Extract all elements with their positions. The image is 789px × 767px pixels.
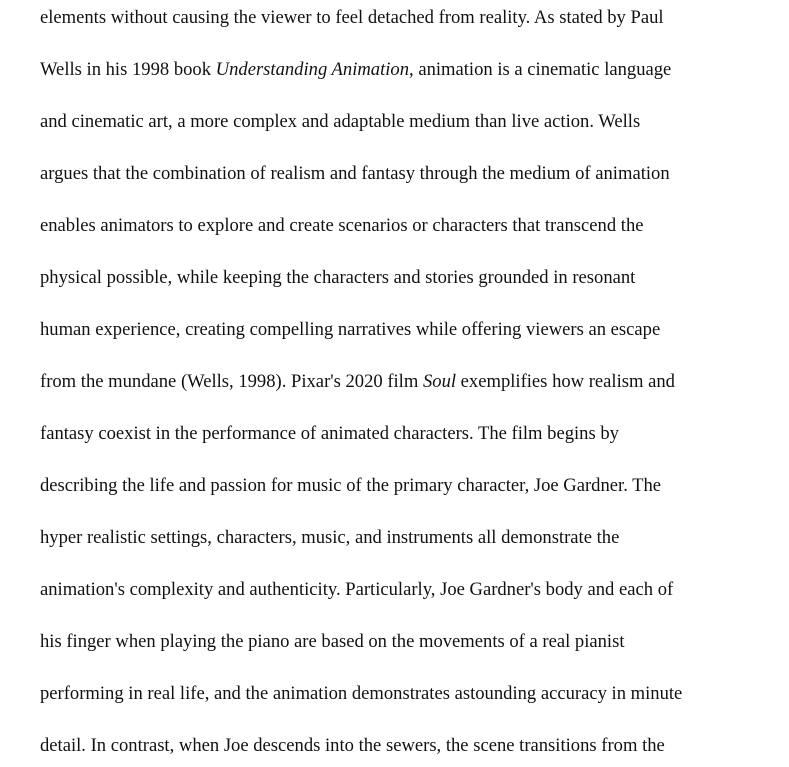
book-title: Understanding Animation [215, 59, 410, 80]
body-text-line: animation's complexity and authenticity. Particularly, Joe Gardner's body and each of [40, 579, 674, 600]
body-text-line: fantasy coexist in the performance of animated characters. The film begins by [40, 423, 619, 444]
body-text-line: argues that the combination of realism and fantasy through the medium of animation [40, 163, 670, 184]
text-segment: from the mundane (Wells, 1998). Pixar's 2020 film [40, 371, 423, 392]
film-title: Soul [422, 371, 457, 392]
text-segment: Wells in his 1998 book [40, 59, 216, 80]
body-text-line [40, 370, 675, 394]
body-text-line: elements without causing the viewer to feel detached from reality. As stated by Paul [40, 7, 664, 28]
body-text-line: enables animators to explore and create scenarios or characters that transcend the [40, 215, 644, 236]
text-segment: exemplifies how realism and [456, 371, 675, 392]
body-text-line: human experience, creating compelling narratives while offering viewers an escape [40, 319, 661, 340]
body-text-line: physical possible, while keeping the characters and stories grounded in resonant [40, 267, 636, 288]
body-text-line: performing in real life, and the animation demonstrates astounding accuracy in minute [40, 683, 683, 704]
body-text-line [40, 58, 671, 82]
body-text-line: his finger when playing the piano are based on the movements of a real pianist [40, 631, 625, 652]
body-text-line: and cinematic art, a more complex and adaptable medium than live action. Wells [40, 111, 641, 132]
body-text-line: hyper realistic settings, characters, music, and instruments all demonstrate the [40, 527, 620, 548]
text-segment: , animation is a cinematic language [409, 59, 672, 80]
body-text-line: detail. In contrast, when Joe descends into the sewers, the scene transitions from the [40, 735, 665, 756]
body-text-line: describing the life and passion for music of the primary character, Joe Gardner. The [40, 475, 662, 496]
